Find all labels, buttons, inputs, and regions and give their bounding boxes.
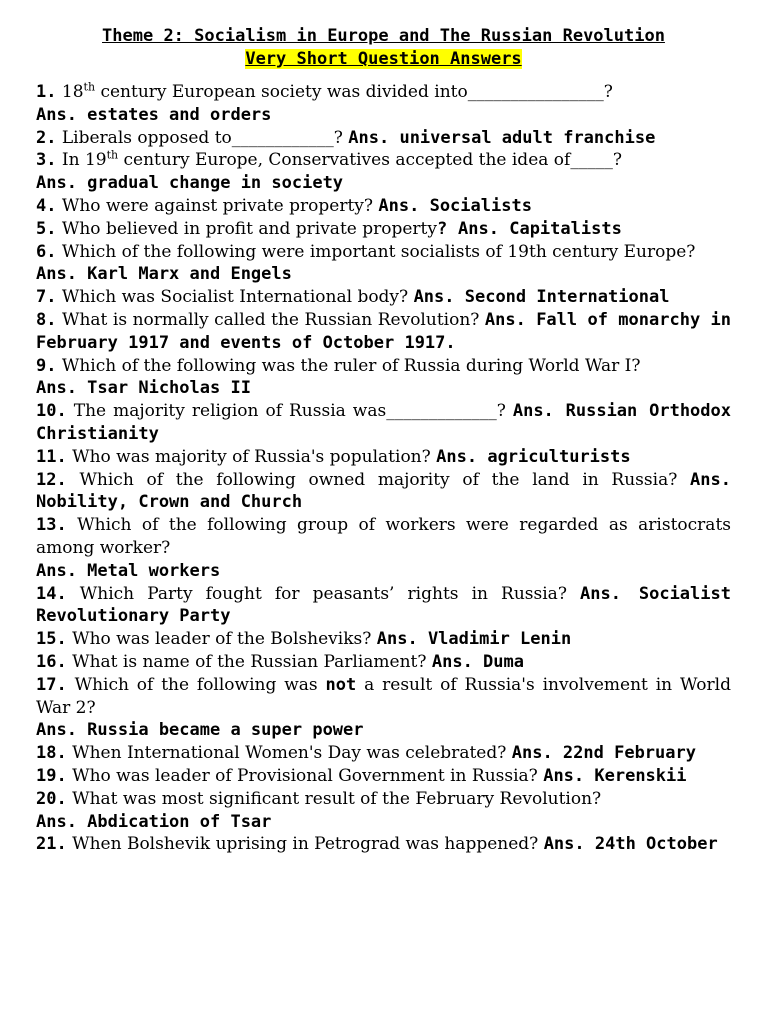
answer-text: Ans. Duma <box>431 651 524 672</box>
question-item <box>36 833 731 856</box>
question-number: 6. <box>36 241 57 262</box>
question-text: What was most significant result of the February Revolution? <box>66 788 602 809</box>
question-item <box>36 355 731 401</box>
question-number: 10. <box>36 401 67 422</box>
emphasis-text: not <box>325 674 357 695</box>
answer-text: Ans. universal adult franchise <box>348 127 656 148</box>
answer-text: Ans. 22nd February <box>511 743 696 764</box>
question-item <box>36 286 731 309</box>
question-mark: ? <box>436 218 448 239</box>
question-text: The majority religion of Russia was_____________? <box>66 401 513 422</box>
question-text: What is name of the Russian Parliament? <box>66 651 432 672</box>
question-list <box>36 81 731 856</box>
question-number: 15. <box>36 629 67 650</box>
question-text: Who was leader of Provisional Government in Russia? <box>66 765 544 786</box>
question-item <box>36 788 731 834</box>
question-number: 9. <box>36 355 57 376</box>
question-number: 16. <box>36 651 67 672</box>
answer-text: Ans. Socialists <box>378 195 532 216</box>
question-item <box>36 81 731 127</box>
question-text: Which Party fought for peasants’ rights in Russia? <box>66 583 581 604</box>
answer-text: Ans. Russia became a super power <box>36 720 364 741</box>
question-text: Who were against private property? <box>56 195 379 216</box>
superscript: th <box>106 148 119 162</box>
question-number: 1. <box>36 82 57 102</box>
question-text: century European society was divided into________________? <box>95 82 613 102</box>
question-item <box>36 218 731 241</box>
answer-text: Ans. Kerenskii <box>543 765 687 786</box>
question-item <box>36 742 731 765</box>
question-text: When International Women's Day was celebrated? <box>66 743 512 764</box>
question-text: Which of the following was the ruler of Russia during World War I? <box>56 355 641 376</box>
question-text: Which of the following owned majority of the land in Russia? <box>66 469 691 490</box>
answer-text: Ans. estates and orders <box>36 104 272 125</box>
question-text: Which was Socialist International body? <box>56 287 414 308</box>
question-text: a result of Russia's involvement in World War 2? <box>36 674 731 718</box>
question-item <box>36 195 731 218</box>
question-item <box>36 469 731 515</box>
question-text: What is normally called the Russian Revolution? <box>56 309 485 330</box>
question-item <box>36 765 731 788</box>
answer-text: Ans. Capitalists <box>458 218 622 239</box>
answer-text: Ans. gradual change in society <box>36 173 344 194</box>
document-page <box>36 25 731 856</box>
question-text: Which of the following were important socialists of 19th century Europe? <box>56 241 696 262</box>
answer-text: Ans. agriculturists <box>436 446 631 467</box>
answer-text: Ans. Russian Orthodox Christianity <box>36 401 732 444</box>
answer-text: Ans. Nobility, Crown and Church <box>36 469 731 513</box>
question-number: 17. <box>36 674 67 695</box>
question-item <box>36 674 731 742</box>
question-item <box>36 651 731 674</box>
question-number: 5. <box>36 218 57 239</box>
question-number: 8. <box>36 309 57 330</box>
question-number: 19. <box>36 765 67 786</box>
answer-text: Ans. Socialist Revolutionary Party <box>36 583 731 627</box>
question-item <box>36 583 731 629</box>
question-text: In 19 <box>56 150 107 171</box>
question-text: Who believed in profit and private property <box>56 218 437 239</box>
question-number: 13. <box>36 515 67 536</box>
page-title: Theme 2: Socialism in Europe and The Russian Revolution <box>102 26 665 46</box>
answer-text: Ans. 24th October <box>543 834 718 855</box>
question-item <box>36 309 731 355</box>
question-text: Liberals opposed to____________? <box>56 127 349 148</box>
question-text: Who was leader of the Bolsheviks? <box>66 629 377 650</box>
question-item <box>36 628 731 651</box>
question-number: 12. <box>36 469 67 490</box>
question-text: When Bolshevik uprising in Petrograd was happened? <box>66 834 544 855</box>
superscript: th <box>83 80 96 94</box>
answer-text: Ans. Metal workers <box>36 560 221 581</box>
question-item <box>36 149 731 195</box>
question-number: 14. <box>36 583 67 604</box>
page-subtitle: Very Short Question Answers <box>245 49 522 69</box>
question-number: 4. <box>36 195 57 216</box>
question-number: 2. <box>36 127 57 148</box>
question-item <box>36 400 731 446</box>
subtitle-wrap <box>36 48 731 71</box>
question-text: Who was majority of Russia's population? <box>66 446 437 467</box>
answer-text: Ans. Fall of monarchy in February 1917 and events of October 1917. <box>36 309 731 353</box>
question-item <box>36 446 731 469</box>
question-item <box>36 241 731 287</box>
question-text: Which of the following group of workers were regarded as aristocrats among worker? <box>36 515 731 558</box>
question-item <box>36 127 731 150</box>
question-text: Which of the following was <box>66 674 326 695</box>
question-number: 21. <box>36 834 67 855</box>
answer-text: Ans. Abdication of Tsar <box>36 811 272 832</box>
question-text: century Europe, Conservatives accepted the idea of_____? <box>118 150 622 171</box>
question-number: 20. <box>36 788 67 809</box>
answer-text: Ans. Tsar Nicholas II <box>36 378 251 399</box>
question-number: 11. <box>36 446 67 467</box>
answer-text: Ans. Karl Marx and Engels <box>36 264 292 285</box>
answer-text: Ans. Vladimir Lenin <box>376 629 572 650</box>
question-text: 18 <box>56 82 84 102</box>
answer-text: Ans. Second International <box>413 287 670 308</box>
question-number: 3. <box>36 150 57 171</box>
question-number: 18. <box>36 743 67 764</box>
question-item <box>36 514 731 582</box>
question-number: 7. <box>36 287 57 308</box>
